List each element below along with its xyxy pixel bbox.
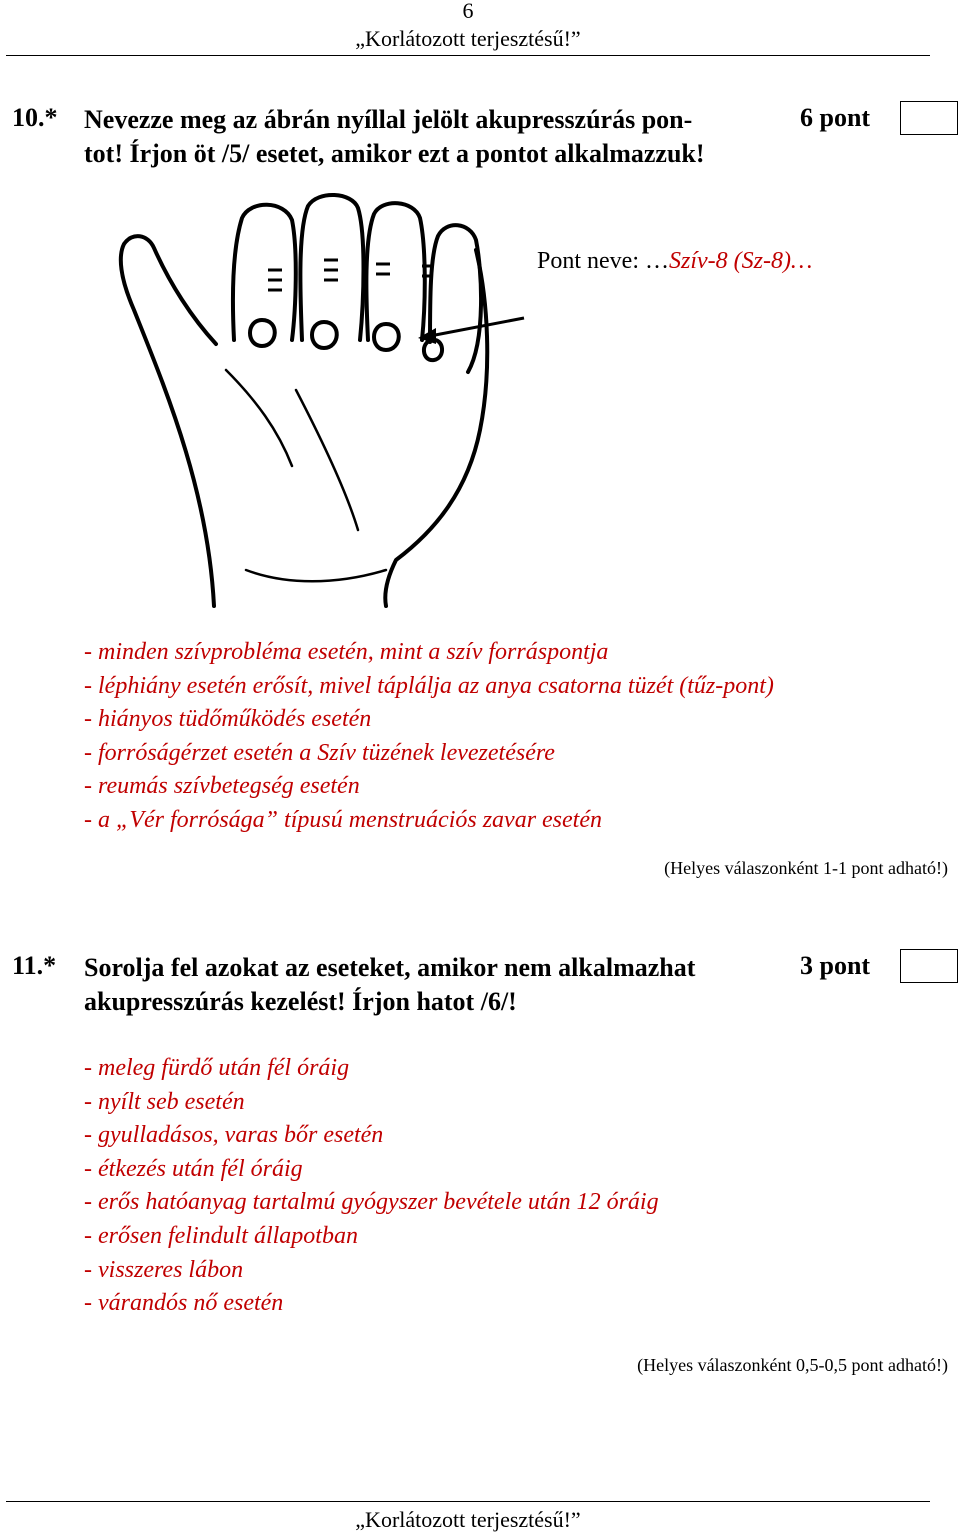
list-item: - hiányos tüdőműködés esetén (84, 706, 372, 733)
palm-edge (385, 250, 487, 606)
list-item: - a „Vér forrósága” típusú menstruációs zavar esetén (84, 806, 602, 833)
list-item: - reumás szívbetegség esetén (84, 773, 360, 800)
list-item: - várandós nő esetén (84, 1290, 284, 1317)
list-item: - minden szívprobléma esetén, mint a szív forráspontja (84, 639, 609, 665)
page-number: 6 (462, 0, 474, 23)
point-name (537, 248, 812, 275)
little-finger (430, 225, 481, 372)
q11-score-box[interactable] (900, 949, 958, 983)
q10-answers (84, 636, 774, 838)
list-item: - visszeres lábon (84, 1256, 244, 1283)
q11-number: 11.* (12, 951, 57, 980)
list-item: - meleg fürdő után fél óráig (84, 1055, 350, 1081)
header-restriction: „Korlátozott terjesztésű!” (355, 26, 581, 51)
q10-text-line1: Nevezze meg az ábrán nyíllal jelölt akupresszúrás pon- (84, 105, 693, 134)
palm-crease-2 (226, 370, 292, 466)
list-item: - erősen felindult állapotban (84, 1222, 358, 1249)
q11-text-line1: Sorolja fel azokat az eseteket, amikor nem alkalmazhat (84, 953, 696, 982)
list-item: - nyílt seb esetén (84, 1088, 245, 1115)
header-rule (6, 55, 930, 56)
hand-illustration (96, 190, 536, 610)
list-item: - gyulladásos, varas bőr esetén (84, 1122, 384, 1149)
q10-points: 6 pont (800, 103, 871, 132)
q10-number: 10.* (12, 103, 58, 132)
q10-text (84, 103, 784, 171)
q10-score-box[interactable] (900, 101, 958, 135)
footer-restriction: „Korlátozott terjesztésű!” (355, 1507, 581, 1532)
q10-text-line2: tot! Írjon öt /5/ esetet, amikor ezt a pontot alkalmazzuk! (84, 139, 705, 168)
fingertip-2 (312, 322, 337, 348)
list-item: - étkezés után fél óráig (84, 1155, 303, 1182)
fingertip-3 (374, 324, 399, 350)
footer-rule (6, 1501, 930, 1502)
list-item: - léphiány esetén erősít, mivel táplálja az anya csatorna tüzét (tűz-pont) (84, 672, 774, 699)
palm-crease-1 (296, 390, 358, 530)
point-name-value: Szív-8 (Sz-8)… (669, 248, 813, 274)
fingertip-1 (250, 320, 275, 346)
middle-finger (300, 195, 363, 340)
q11-text-line2: akupresszúrás kezelést! Írjon hatot /6/! (84, 987, 517, 1016)
list-item: - forróságérzet esetén a Szív tüzének levezetésére (84, 739, 555, 766)
q11-text (84, 951, 784, 1019)
q11-answers (84, 1052, 659, 1321)
q10-scoring-note: (Helyes válaszonként 1-1 pont adható!) (664, 858, 948, 878)
wrist-crease (246, 570, 386, 581)
q11-points: 3 pont (800, 951, 871, 980)
thumb-outline (121, 236, 216, 606)
point-name-label: Pont neve: … (537, 248, 669, 274)
ring-finger (366, 203, 424, 340)
list-item: - erős hatóanyag tartalmú gyógyszer bevétele után 12 óráig (84, 1189, 659, 1216)
q11-scoring-note: (Helyes válaszonként 0,5-0,5 pont adható!) (637, 1355, 948, 1375)
arrow-pointer (418, 318, 524, 344)
